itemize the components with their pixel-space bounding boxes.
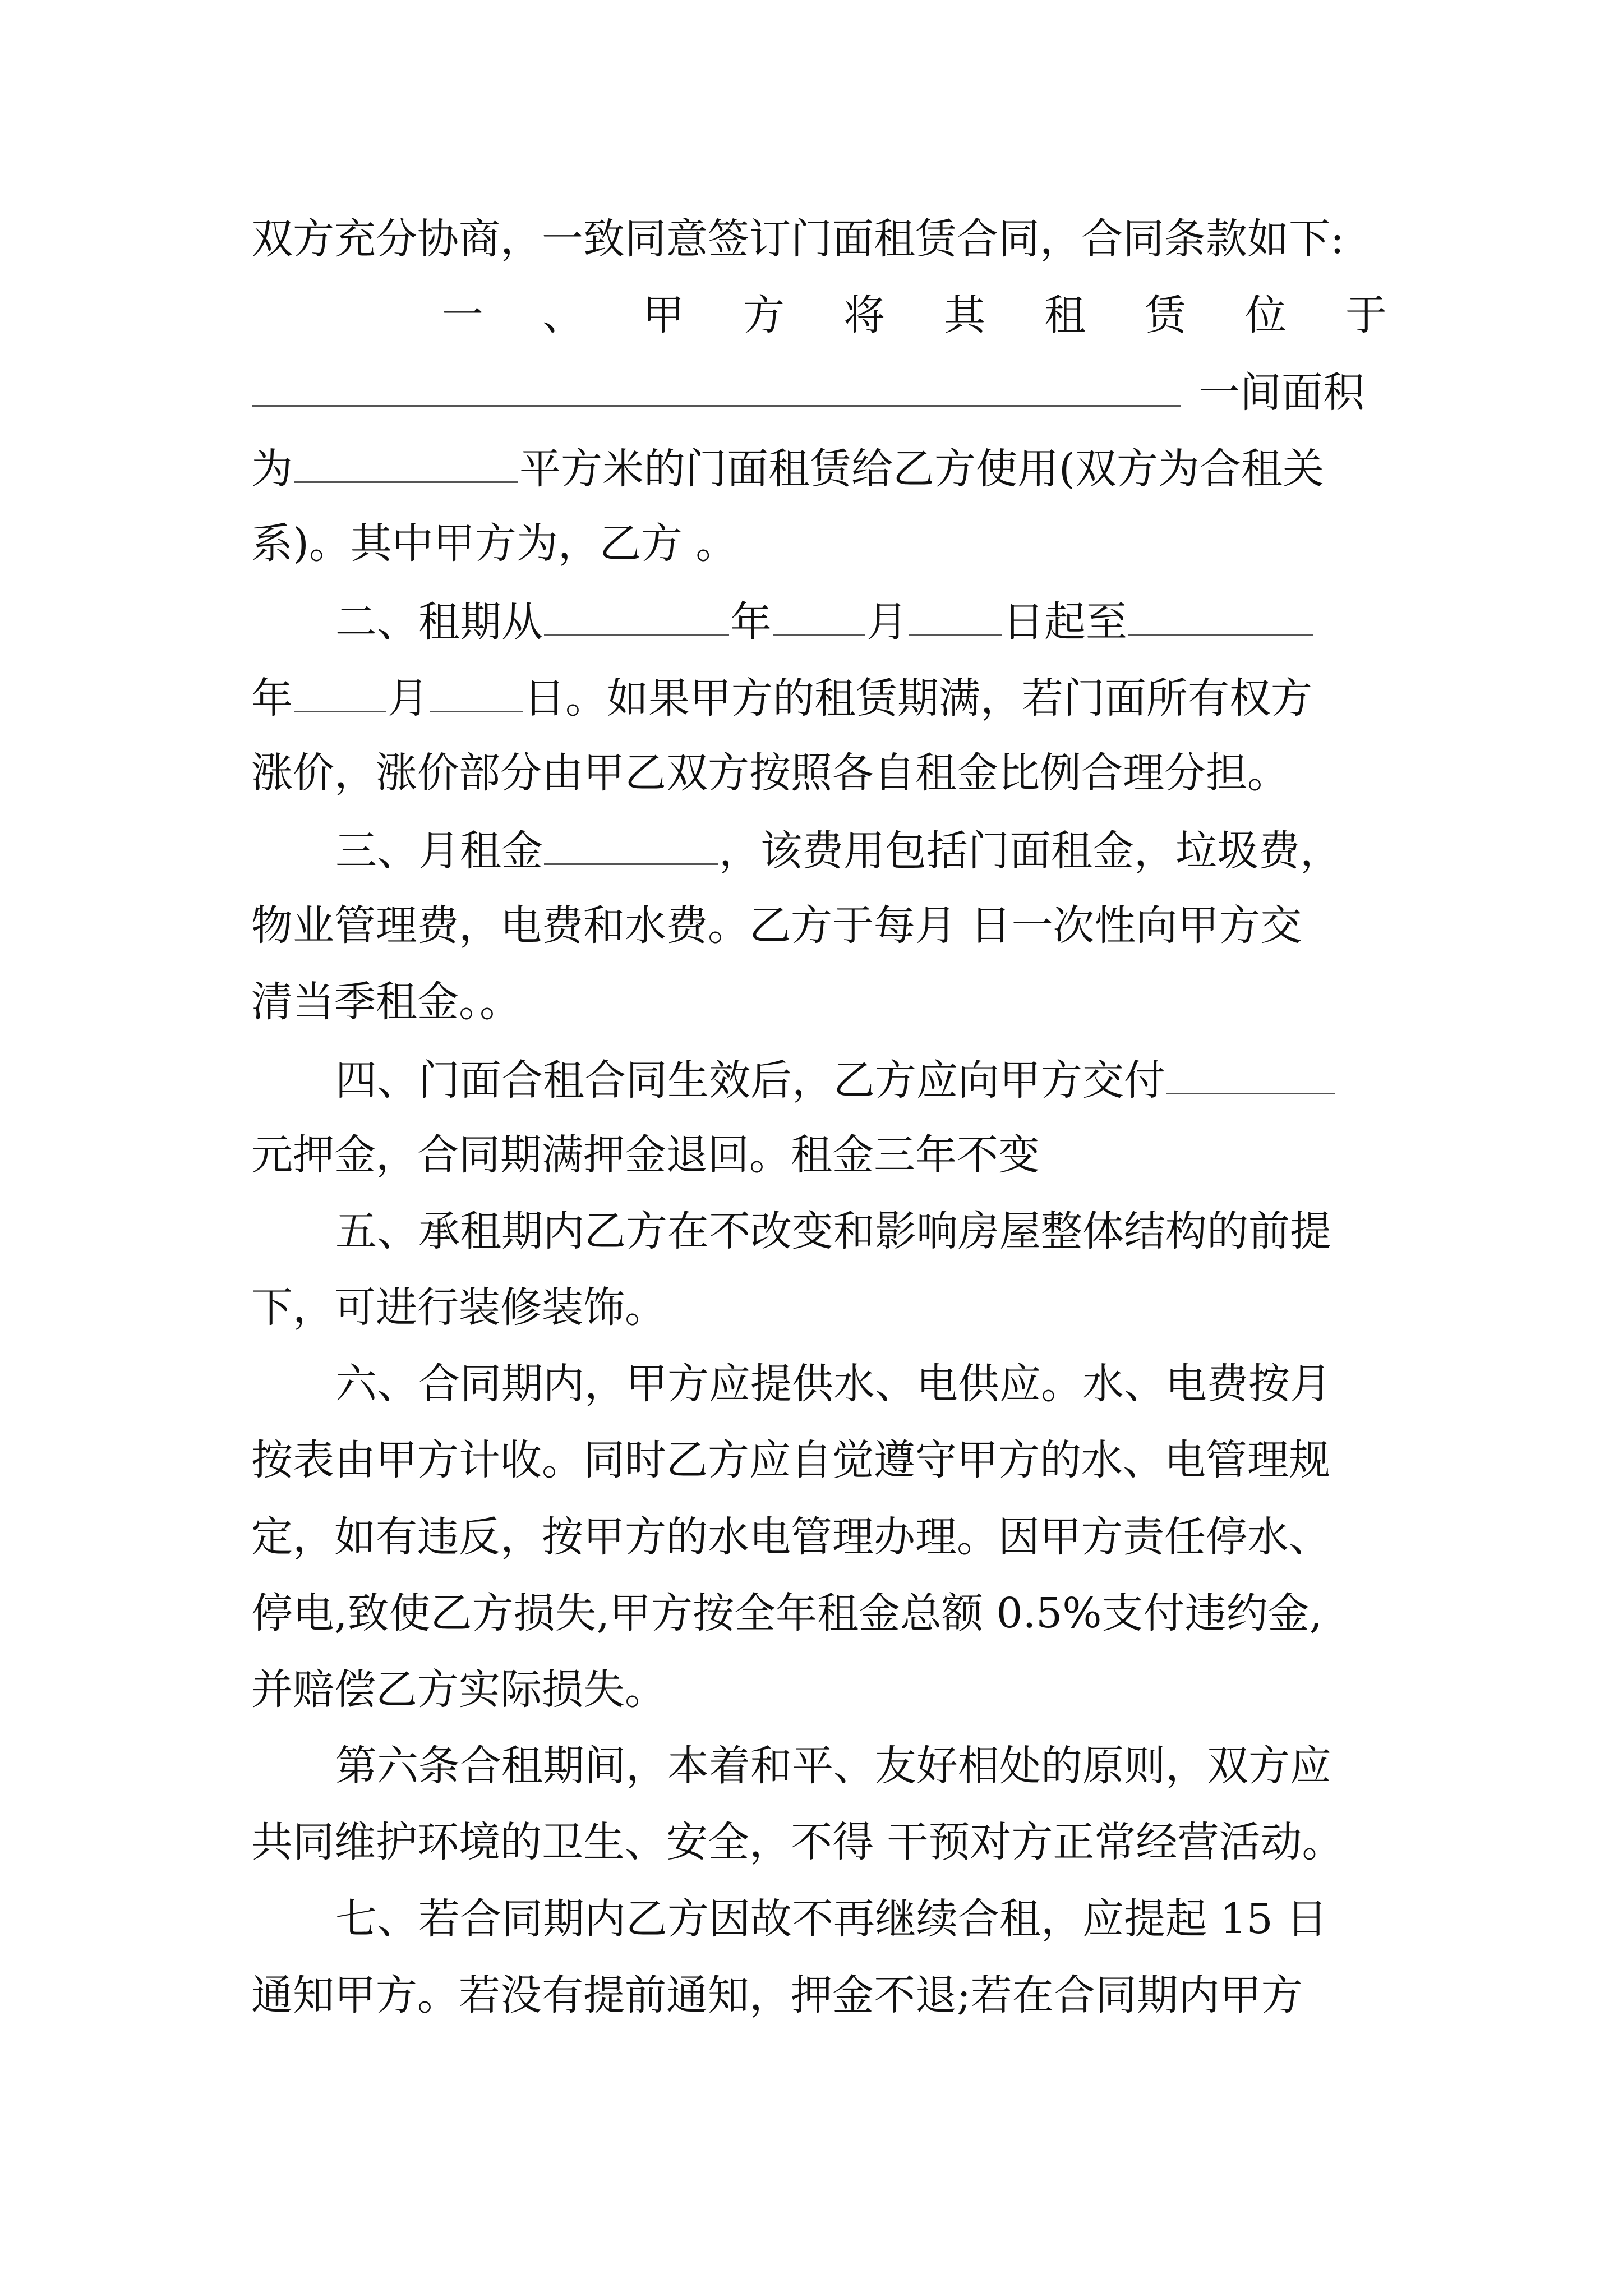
line-text: 双方充分协商，一致同意签订门面租赁合同，合同条款如下: bbox=[251, 215, 1344, 263]
line-text: 涨价，涨价部分由甲乙双方按照各自租金比例合理分担。 bbox=[251, 749, 1289, 797]
line-text: 二、租期从 bbox=[335, 598, 543, 646]
fill-in-blank bbox=[544, 829, 718, 865]
line-text: 为 bbox=[251, 445, 293, 493]
spaced-char: 租 bbox=[1044, 291, 1086, 339]
line-text: 定，如有违反，按甲方的水电管理办理。因甲方责任停水、 bbox=[251, 1513, 1330, 1561]
line-text: 三、月租金 bbox=[335, 827, 543, 875]
line-text: 四、门面合租合同生效后，乙方应向甲方交付 bbox=[335, 1056, 1165, 1105]
line-text: 一间面积 bbox=[1198, 369, 1364, 417]
text-line bbox=[251, 1971, 1387, 2019]
line-text: ，该费用包括门面租金，垃圾费， bbox=[719, 827, 1341, 875]
spaced-char: 赁 bbox=[1145, 291, 1186, 339]
spaced-char: 其 bbox=[944, 291, 985, 339]
spaced-char: 一 bbox=[442, 291, 483, 339]
line-text: 系)。其中甲方为，乙方 。 bbox=[251, 519, 737, 568]
spaced-char: 位 bbox=[1245, 291, 1287, 339]
text-line bbox=[251, 1818, 1387, 1866]
text-line bbox=[251, 978, 1387, 1026]
spaced-char: 将 bbox=[843, 291, 885, 339]
fill-in-blank bbox=[430, 676, 523, 712]
text-line bbox=[251, 1056, 1471, 1105]
text-line bbox=[251, 749, 1387, 797]
line-text: 七、若合同期内乙方因故不再继续合租，应提起 15 日 bbox=[335, 1895, 1328, 1943]
fill-in-blank bbox=[544, 600, 729, 636]
spaced-char: 于 bbox=[1345, 291, 1387, 339]
text-line bbox=[251, 1360, 1471, 1408]
spaced-char: 甲 bbox=[643, 291, 684, 339]
text-line bbox=[251, 1589, 1387, 1637]
text-line bbox=[251, 827, 1471, 875]
text-line bbox=[251, 674, 1387, 723]
line-text: 元押金，合同期满押金退回。租金三年不变 bbox=[251, 1131, 1040, 1179]
line-text: 日起至 bbox=[1003, 598, 1127, 646]
line-text: 五、承租期内乙方在不改变和影响房屋整体结构的前提 bbox=[335, 1207, 1331, 1255]
text-line bbox=[251, 1742, 1471, 1790]
line-text: 六、合同期内，甲方应提供水、电供应。水、电费按月 bbox=[335, 1360, 1331, 1408]
spaced-char: 、 bbox=[542, 291, 584, 339]
line-text: 日。如果甲方的租赁期满，若门面所有权方 bbox=[524, 674, 1312, 723]
line-text: 第六条合租期间，本着和平、友好相处的原则，双方应 bbox=[335, 1742, 1331, 1790]
line-text: 月 bbox=[388, 674, 429, 723]
fill-in-blank bbox=[1128, 600, 1313, 636]
text-line bbox=[251, 1665, 1387, 1714]
text-line bbox=[251, 1436, 1387, 1484]
text-line bbox=[251, 215, 1387, 263]
fill-in-blank bbox=[294, 447, 518, 483]
line-text: 年 bbox=[730, 598, 772, 646]
text-line bbox=[251, 901, 1387, 950]
text-line bbox=[251, 369, 1387, 417]
text-line bbox=[251, 1513, 1387, 1561]
line-text: 通知甲方。若没有提前通知，押金不退;若在合同期内甲方 bbox=[251, 1971, 1303, 2019]
line-text: 按表由甲方计收。同时乙方应自觉遵守甲方的水、电管理规 bbox=[251, 1436, 1330, 1484]
fill-in-blank bbox=[294, 676, 386, 712]
line-text: 共同维护环境的卫生、安全，不得 干预对方正常经营活动。 bbox=[251, 1818, 1344, 1866]
text-line bbox=[251, 1283, 1387, 1332]
line-text: 并赔偿乙方实际损失。 bbox=[251, 1665, 666, 1714]
line-text: 物业管理费，电费和水费。乙方于每月 日一次性向甲方交 bbox=[251, 901, 1302, 950]
text-line bbox=[251, 519, 1387, 568]
line-text: 平方米的门面租赁给乙方使用(双方为合租关 bbox=[519, 445, 1324, 493]
line-text: 停电,致使乙方损失,甲方按全年租金总额 0.5%支付违约金, bbox=[251, 1589, 1323, 1637]
text-line bbox=[251, 445, 1387, 493]
line-text: 月 bbox=[866, 598, 908, 646]
line-text: 年 bbox=[251, 674, 293, 723]
fill-in-blank bbox=[252, 370, 1181, 407]
fill-in-blank bbox=[909, 600, 1002, 636]
fill-in-blank bbox=[1166, 1058, 1335, 1094]
spaced-clause-line bbox=[251, 291, 1387, 339]
line-text: 清当季租金。。 bbox=[251, 978, 521, 1026]
fill-in-blank bbox=[773, 600, 865, 636]
line-text: 下，可进行装修装饰。 bbox=[251, 1283, 666, 1332]
text-line bbox=[251, 1131, 1387, 1179]
spaced-char: 方 bbox=[743, 291, 785, 339]
text-line bbox=[251, 598, 1471, 646]
text-line bbox=[251, 1207, 1471, 1255]
text-line bbox=[251, 1895, 1471, 1943]
